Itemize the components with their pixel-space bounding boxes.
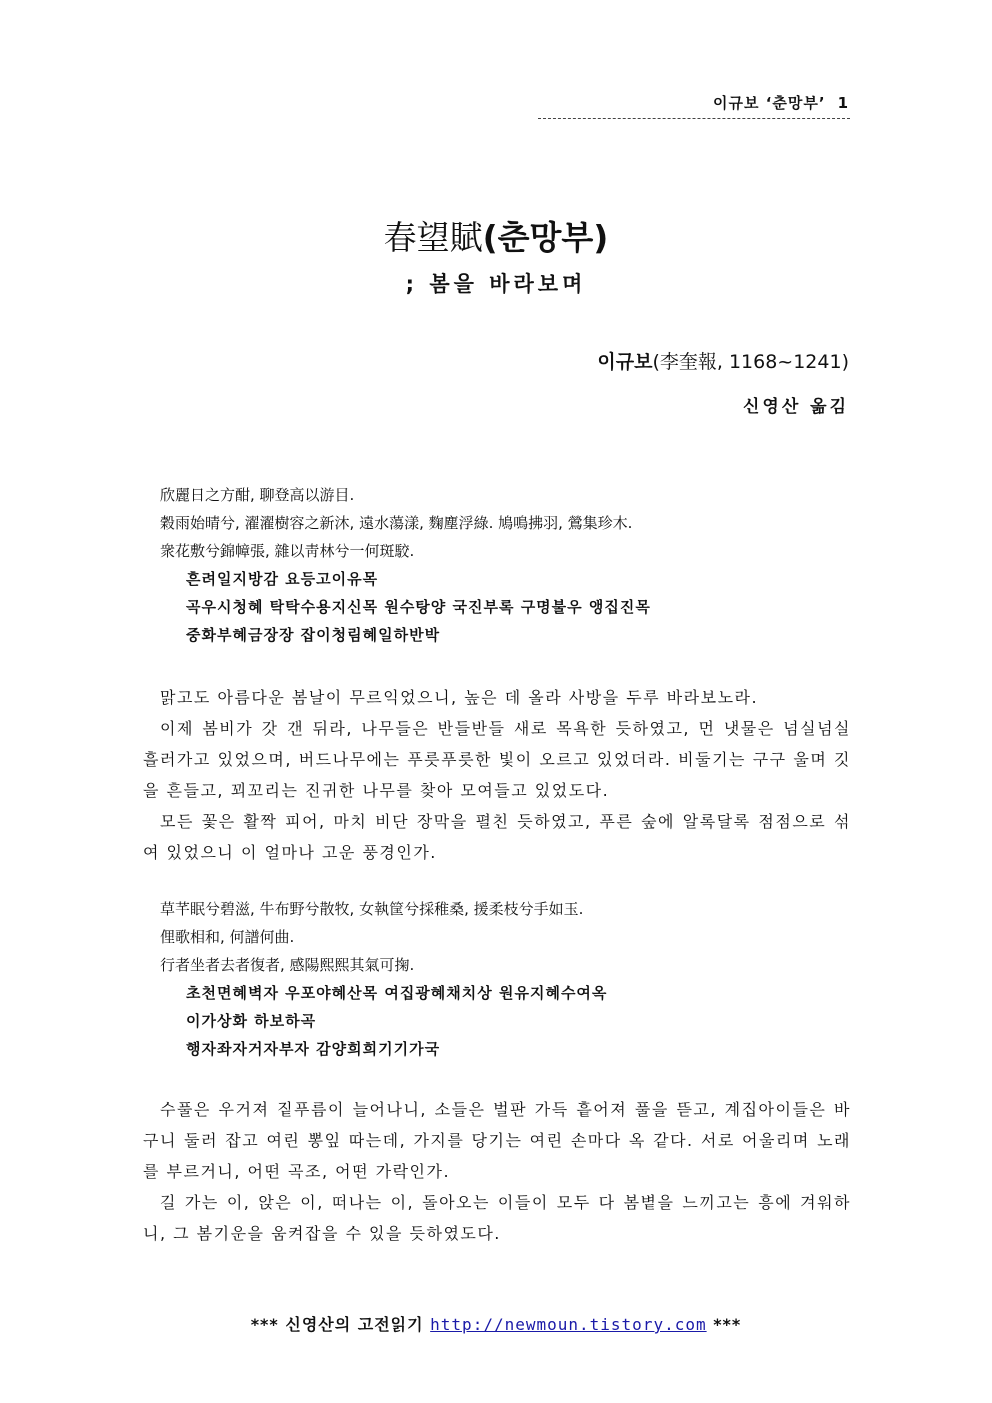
reading-line: 초천면혜벽자 우포야혜산목 여집광혜채치상 원유지혜수여옥 (186, 984, 608, 1002)
footer-suffix: *** (713, 1315, 742, 1334)
translation-paragraph: 수풀은 우거져 짙푸름이 늘어나니, 소들은 벌판 가득 흩어져 풀을 뜯고, 계집아이들은 바구니 둘러 잡고 여린 뽕잎 따는데, 가지를 당기는 여린 손마다 옥 같다. 서로 어울리며 노래를 부르거니, 어떤 곡조, 어떤 가락인가. (143, 1100, 851, 1181)
page-number: 1 (837, 94, 849, 112)
reading-line: 흔려일지방감 요등고이유목 (186, 570, 379, 588)
section1-translation (143, 682, 851, 868)
hanja-line: 行者坐者去者復者, 感陽熙熙其氣可掬. (160, 956, 415, 974)
author-name: 이규보 (597, 351, 653, 373)
header-divider (538, 118, 850, 119)
hanja-line: 欣麗日之方酣, 聊登高以游目. (160, 486, 355, 504)
blog-link[interactable]: http://newmoun.tistory.com (430, 1315, 707, 1334)
hanja-line: 穀雨始晴兮, 濯濯樹容之新沐, 遠水蕩漾, 麴塵浮綠. 鳩鳴拂羽, 鶯集珍木. (160, 514, 633, 532)
author-details: (李奎報, 1168~1241) (652, 351, 849, 373)
reading-line: 중화부혜금장장 잡이청림혜일하반박 (186, 626, 441, 644)
section1-original (160, 481, 860, 649)
translator-line: 신영산 옮김 (742, 397, 849, 417)
section2-translation (143, 1094, 851, 1249)
hanja-line: 俚歌相和, 何譜何曲. (160, 928, 295, 946)
hanja-line: 衆花敷兮錦幛張, 雜以靑林兮一何斑駮. (160, 542, 415, 560)
page-title (0, 212, 992, 259)
hanja-line: 草芊眠兮碧滋, 牛布野兮散牧, 女執筐兮採稚桑, 援柔枝兮手如玉. (160, 900, 584, 918)
title-korean: (춘망부) (482, 218, 609, 257)
translation-paragraph: 길 가는 이, 앉은 이, 떠나는 이, 돌아오는 이들이 모두 다 봄볕을 느끼고는 흥에 겨워하니, 그 봄기운을 움켜잡을 수 있을 듯하였도다. (143, 1193, 851, 1243)
title-hanja: 春望賦 (383, 218, 483, 257)
page-header (713, 92, 849, 113)
footer-prefix: *** 신영산의 고전읽기 (250, 1315, 424, 1334)
reading-line: 행자좌자거자부자 감양희희기기가국 (186, 1040, 441, 1058)
translation-paragraph: 맑고도 아름다운 봄날이 무르익었으니, 높은 데 올라 사방을 두루 바라보노라. (160, 688, 759, 707)
page-footer (0, 1312, 992, 1335)
reading-line: 이가상화 하보하곡 (186, 1012, 317, 1030)
reading-line: 곡우시청혜 탁탁수용지신목 원수탕양 국진부록 구명불우 앵집진목 (186, 598, 651, 616)
section2-original (160, 895, 860, 1063)
author-line (597, 347, 849, 374)
page-subtitle: ; 봄을 바라보며 (405, 272, 587, 296)
header-title: 이규보 ‘춘망부’ (713, 94, 826, 112)
translation-paragraph: 모든 꽃은 활짝 피어, 마치 비단 장막을 펼친 듯하였고, 푸른 숲에 알록달록 점점으로 섞여 있었으니 이 얼마나 고운 풍경인가. (143, 812, 851, 862)
translation-paragraph: 이제 봄비가 갓 갠 뒤라, 나무들은 반들반들 새로 목욕한 듯하였고, 먼 냇물은 넘실넘실 흘러가고 있었으며, 버드나무에는 푸릇푸릇한 빛이 오르고 있었더라. 비둘기는 구구 울며 깃을 흔들고, 꾀꼬리는 진귀한 나무를 찾아 모여들고 있었도다. (143, 719, 851, 800)
